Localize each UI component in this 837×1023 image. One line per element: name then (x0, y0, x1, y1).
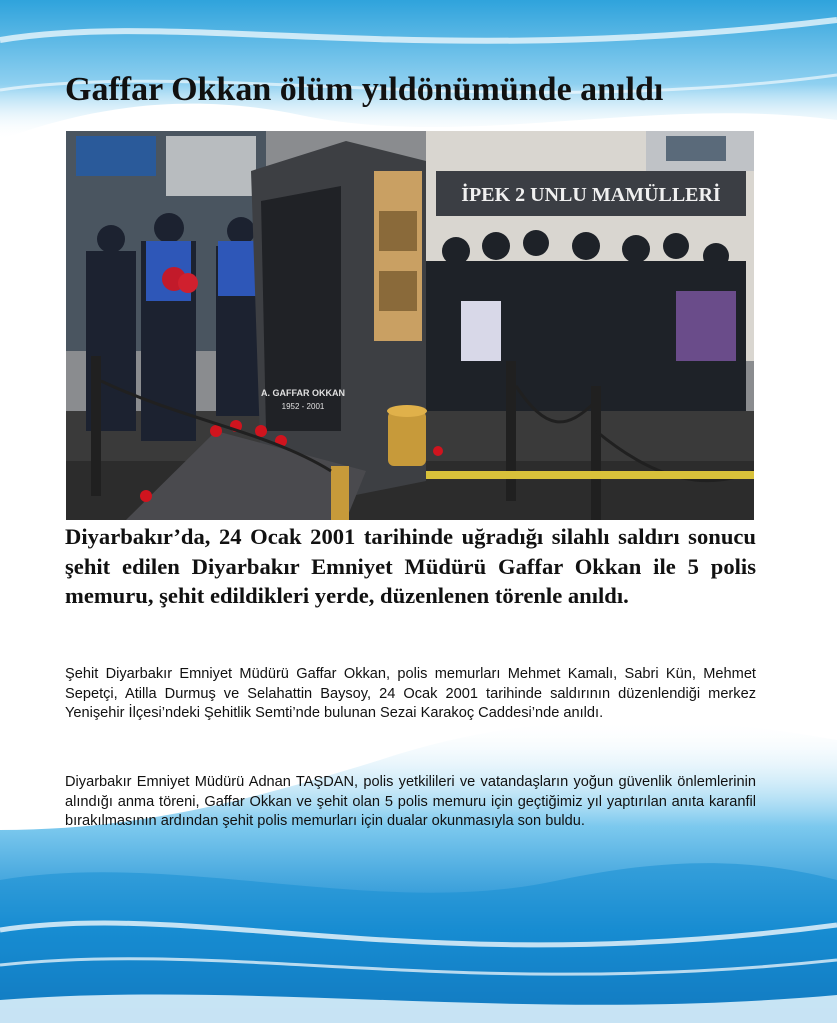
memorial-ceremony-photo (66, 131, 754, 520)
article-paragraph: Şehit Diyarbakır Emniyet Müdürü Gaffar Okkan, polis memurları Mehmet Kamalı, Sabri Kün, Mehmet Sepetçi, Atilla Durmuş ve Selahattin Baysoy, 24 Ocak 2001 tarihinde saldırının düzenlendiği merkez Yenişehir İlçesi’ndeki Şehitlik Semti’nde bulunan Sezai Karakoç Caddesi’nde anıldı. (65, 666, 756, 722)
article-lead: Diyarbakır’da, 24 Ocak 2001 tarihinde uğradığı silahlı saldırı sonucu şehit edilen Diyarbakır Emniyet Müdürü Gaffar Okkan ile 5 polis memuru, şehit edildikleri yerde, düzenlenen törenle anıldı. (65, 524, 756, 608)
memorial-name: A. GAFFAR OKKAN (261, 388, 345, 398)
article-title: Gaffar Okkan ölüm yıldönümünde anıldı (65, 71, 664, 108)
shop-sign-text: İPEK 2 UNLU MAMÜLLERİ (461, 184, 721, 206)
memorial-years: 1952 - 2001 (281, 402, 325, 411)
article-paragraph: Diyarbakır Emniyet Müdürü Adnan TAŞDAN, polis yetkilileri ve vatandaşların yoğun güvenlik önlemlerinin alındığı anma töreni, Gaffar Okkan ve şehit olan 5 polis memuru için geçtiğimiz yıl yaptırılan anıta karanfil bırakılmasının ardından şehit polis memurları için dualar okunmasıyla son buldu. (65, 774, 756, 830)
